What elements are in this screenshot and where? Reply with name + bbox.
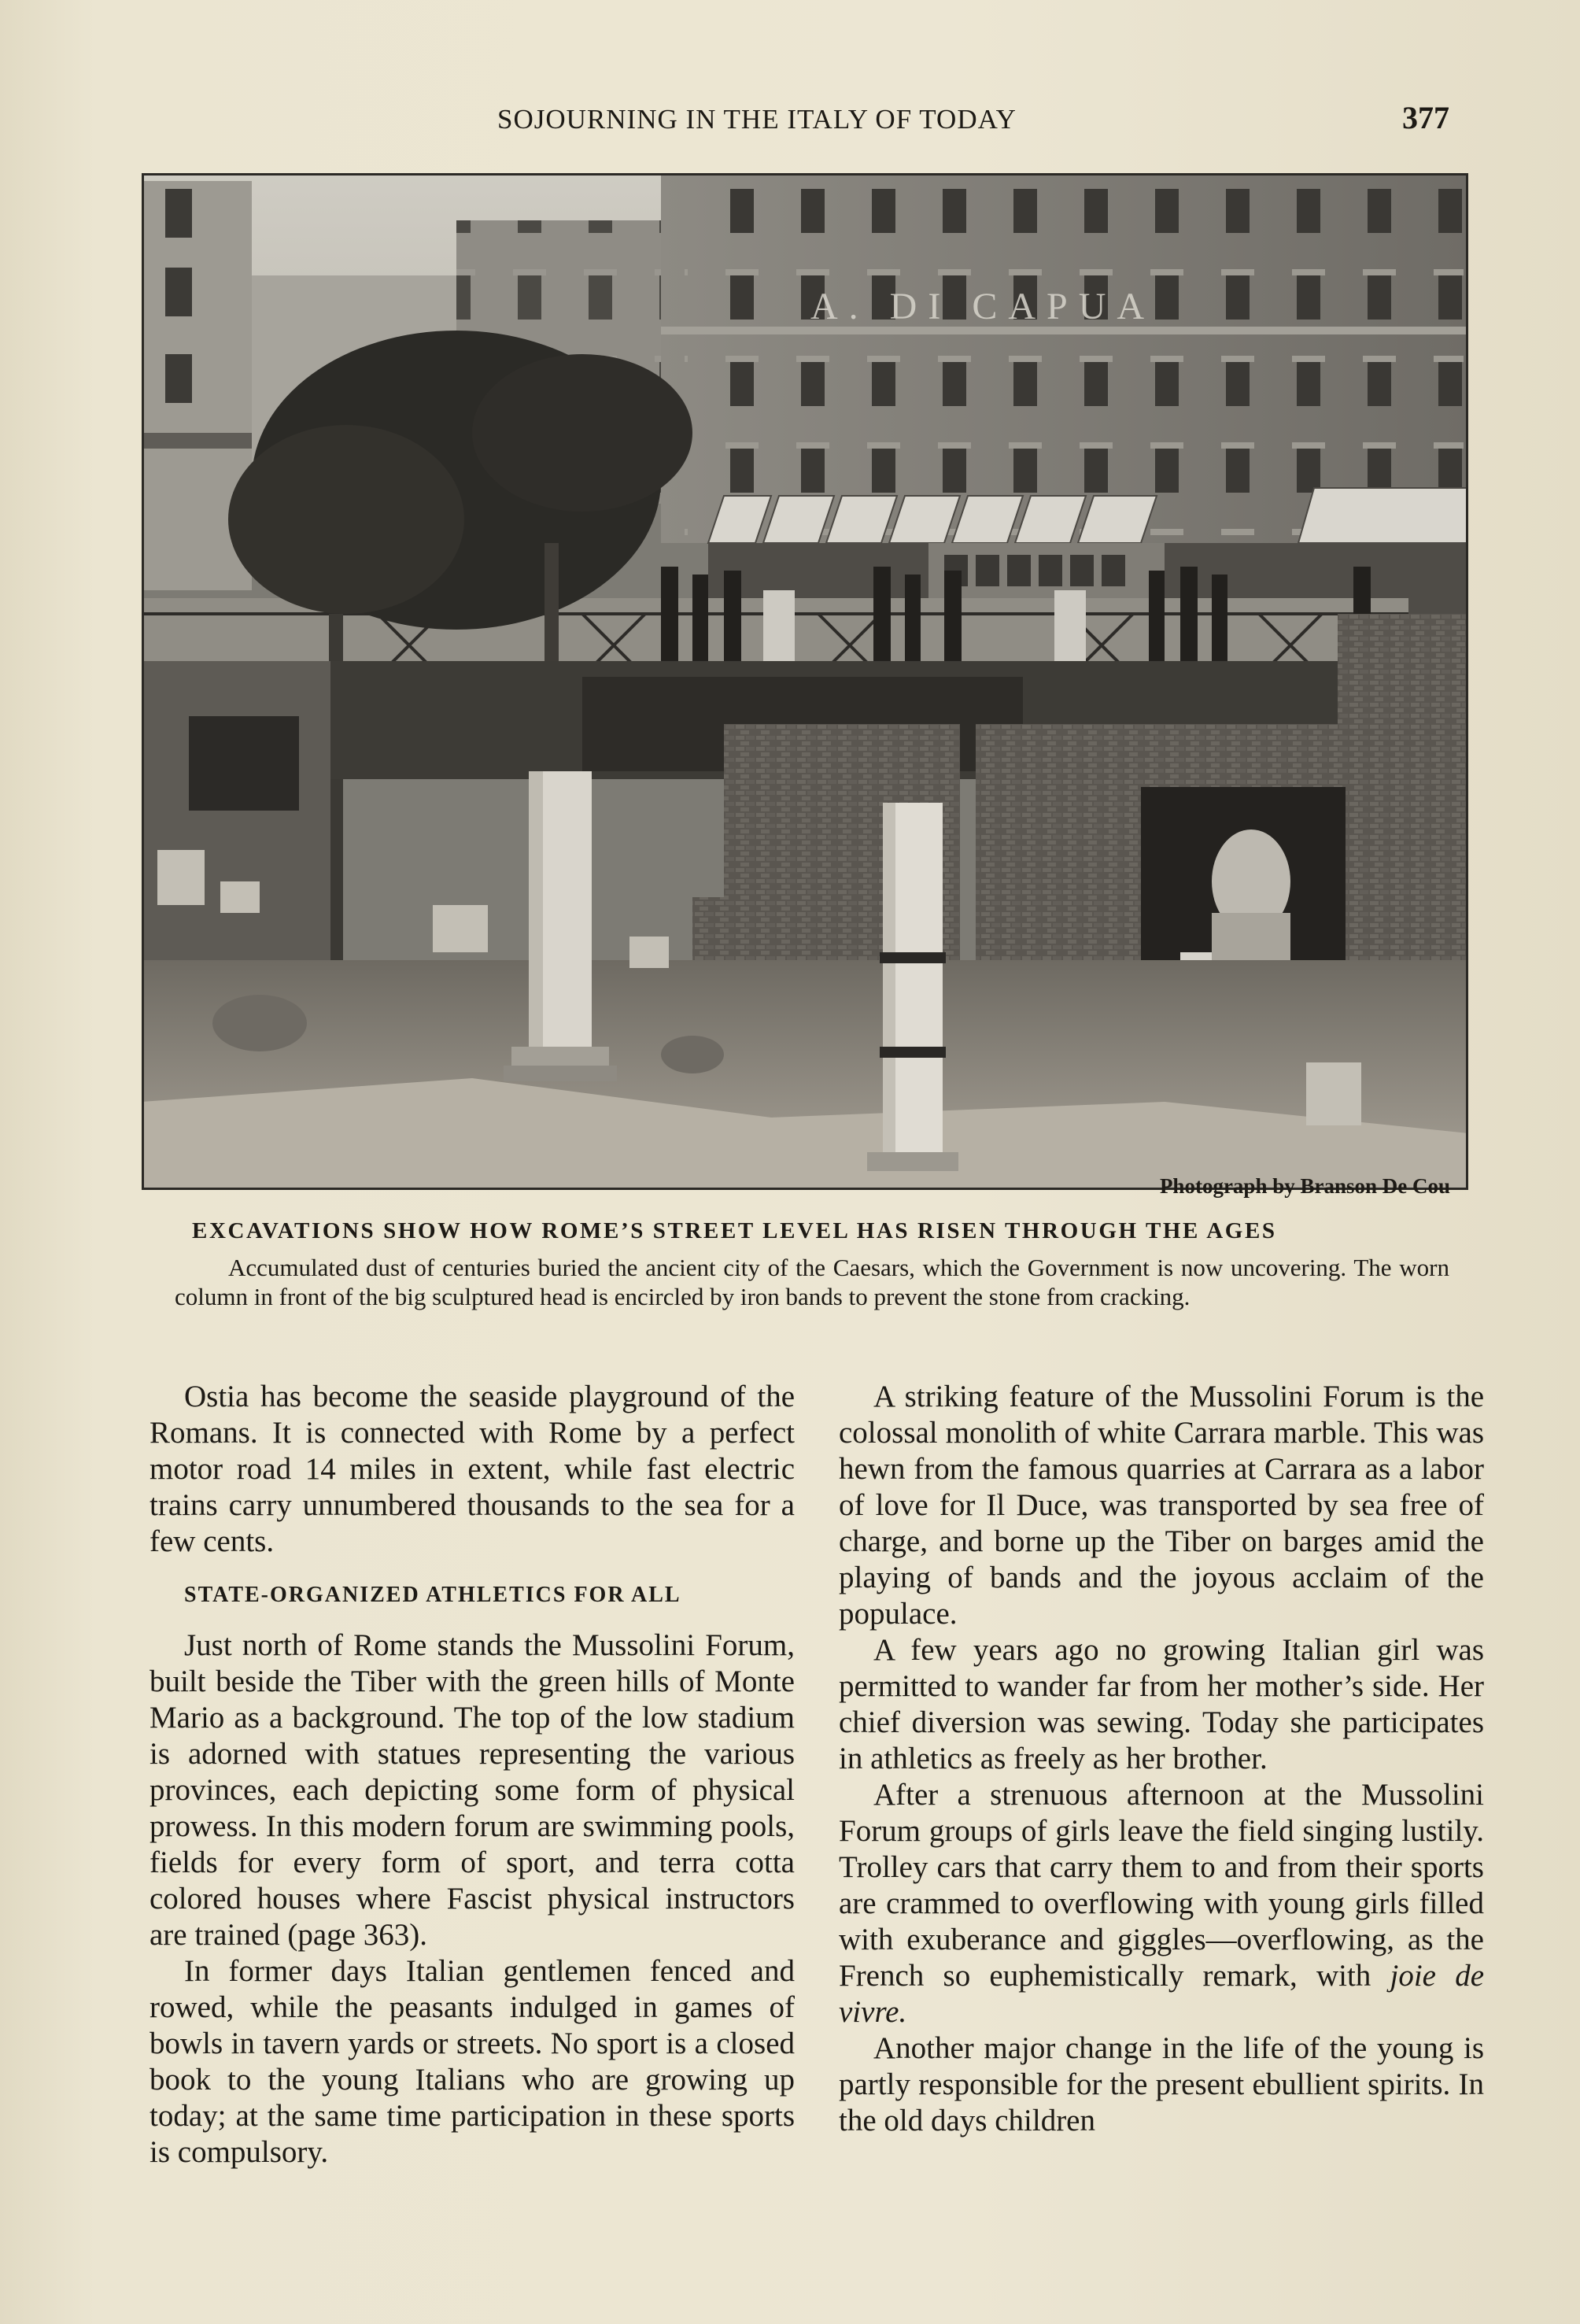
building-signage: A. DI CAPUA xyxy=(810,286,1156,327)
photo-credit: Photograph by Branson De Cou xyxy=(1159,1174,1450,1198)
excavation-photograph xyxy=(142,173,1468,1190)
paragraph: Another major change in the life of the young is partly responsible for the present ebullient spirits. In the old days children xyxy=(839,2031,1484,2137)
paragraph: A few years ago no growing Italian girl was permitted to wander far from her mother’s side. Her chief diversion was sewing. Today she participates in athletics as freely as her brother. xyxy=(839,1633,1484,1775)
paragraph-text: After a strenuous afternoon at the Mussolini Forum groups of girls leave the field singing lustily. Trolley cars that carry them to and from their sports are crammed to overflowing with young girls filled with exuberance and giggles—overflowing, as the French so euphemistically remark, with xyxy=(839,1778,1484,1993)
paragraph: Ostia has become the seaside playground of the Romans. It is connected with Rome by a perfect motor road 14 miles in extent, while fast electric trains carry unnumbered thousands to the sea for a few cents. xyxy=(150,1380,795,1558)
left-column xyxy=(150,1379,795,2171)
caption-body: Accumulated dust of centuries buried the ancient city of the Caesars, which the Government is now uncovering. The worn column in front of the big sculptured head is encircled by iron bands to prevent the stone from cracking. xyxy=(175,1254,1449,1310)
paragraph: Just north of Rome stands the Mussolini Forum, built beside the Tiber with the green hills of Monte Mario as a background. The top of the low stadium is adorned with statues representing the various provinces, each depicting some form of physical prowess. In this modern forum are swimming pools, fields for every form of sport, and terra cotta colored houses where Fascist physical instructors are trained (page 363). xyxy=(150,1628,795,1952)
running-title: SOJOURNING IN THE ITALY OF TODAY xyxy=(497,104,1017,135)
italic-phrase: joie de vivre. xyxy=(839,1959,1485,2029)
paragraph: A striking feature of the Mussolini Forum is the colossal monolith of white Carrara marble. This was hewn from the famous quarries at Carrara as a labor of love for Il Duce, was transported by sea free of charge, and borne up the Tiber on barges amid the playing of bands and the joyous acclaim of the populace. xyxy=(839,1380,1484,1631)
caption-title: EXCAVATIONS SHOW HOW ROME’S STREET LEVEL HAS RISEN THROUGH THE AGES xyxy=(192,1218,1277,1243)
section-heading: STATE-ORGANIZED ATHLETICS FOR ALL xyxy=(184,1583,681,1607)
paragraph xyxy=(839,1777,1484,2030)
right-column xyxy=(839,1379,1484,2139)
page-number: 377 xyxy=(1402,100,1449,135)
paragraph: In former days Italian gentlemen fenced and rowed, while the peasants indulged in games of bowls in tavern yards or streets. No sport is a closed book to the young Italians who are growing up today; at the same time participation in these sports is compulsory. xyxy=(150,1954,795,2169)
photo-illustration xyxy=(142,173,1468,1190)
